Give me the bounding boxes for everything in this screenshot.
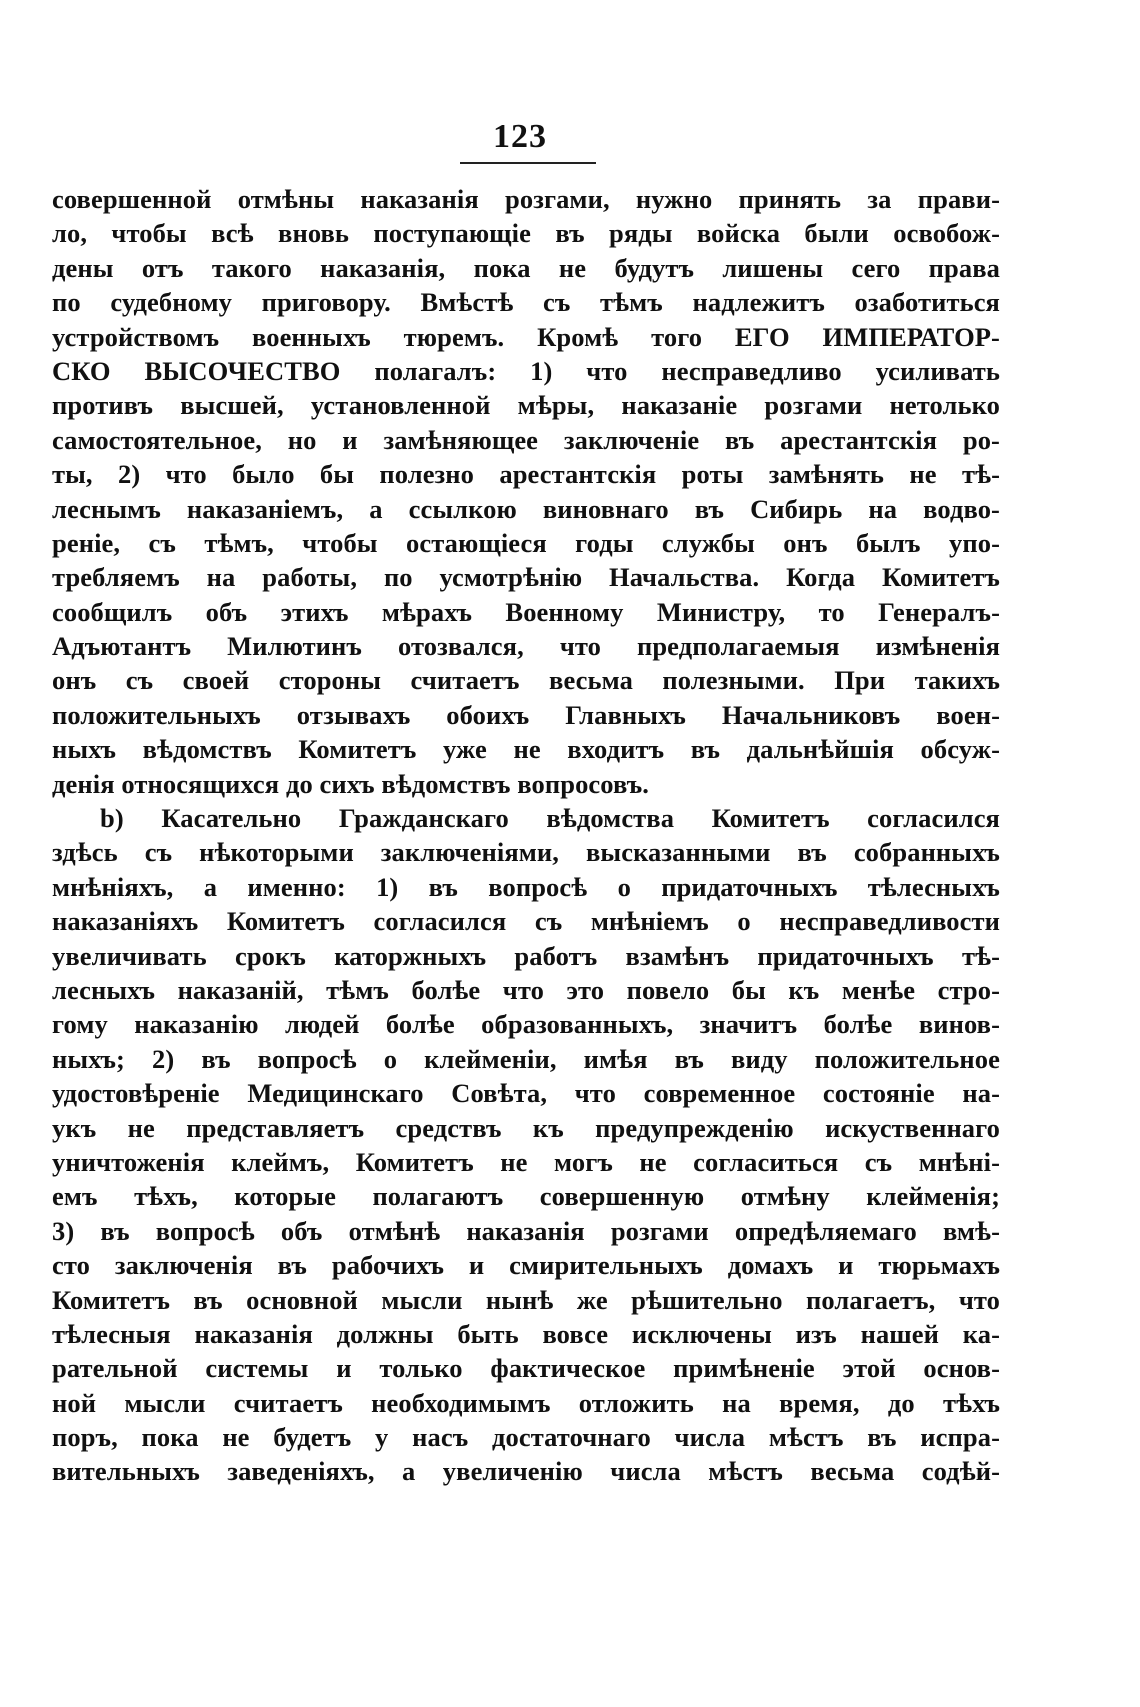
- text-line: по судебному приговору. Вмѣстѣ съ тѣмъ надлежитъ озаботиться: [52, 287, 1000, 318]
- text-line: ты, 2) что было бы полезно арестантскія роты замѣнять не тѣ-: [52, 459, 1000, 490]
- text-line: удостовѣреніе Медицинскаго Совѣта, что современное состояніе на-: [52, 1078, 1000, 1109]
- text-line: денія относящихся до сихъ вѣдомствъ вопросовъ.: [52, 768, 650, 799]
- text-line: 3) въ вопросѣ объ отмѣнѣ наказанія розгами опредѣляемаго вмѣ-: [52, 1215, 1000, 1246]
- text-line: СКО ВЫСОЧЕСТВО полагалъ: 1) что несправедливо усиливать: [52, 355, 1000, 386]
- text-line: тѣлесныя наказанія должны быть вовсе исключены изъ нашей ка-: [52, 1318, 1000, 1349]
- text-line: емъ тѣхъ, которые полагаютъ совершенную отмѣну клейменія;: [52, 1181, 1000, 1212]
- text-line: леснымъ наказаніемъ, а ссылкою виновнаго въ Сибирь на водво-: [52, 493, 1000, 524]
- text-line: совершенной отмѣны наказанія розгами, нужно принять за прави-: [52, 184, 1000, 214]
- text-line: гому наказанію людей болѣе образованныхъ, значитъ болѣе винов-: [52, 1009, 1000, 1040]
- text-line: сто заключенія въ рабочихъ и смирительныхъ домахъ и тюрьмахъ: [52, 1250, 1000, 1281]
- text-line: Комитетъ въ основной мысли нынѣ же рѣшительно полагаетъ, что: [52, 1284, 1000, 1315]
- text-line: лесныхъ наказаній, тѣмъ болѣе что это повело бы къ менѣе стро-: [52, 974, 1000, 1005]
- text-line: реніе, съ тѣмъ, чтобы остающіеся годы службы онъ былъ упо-: [52, 527, 1000, 558]
- text-line: укъ не представляетъ средствъ къ предупрежденію искуственнаго: [52, 1112, 1000, 1143]
- text-line: положительныхъ отзывахъ обоихъ Главныхъ Начальниковъ воен-: [52, 699, 1000, 730]
- text-line: дены отъ такого наказанія, пока не будутъ лишены сего права: [52, 252, 1000, 283]
- text-line: рательной системы и только фактическое примѣненіе этой основ-: [52, 1353, 1000, 1384]
- text-line: устройствомъ военныхъ тюремъ. Кромѣ того ЕГО ИМПЕРАТОР-: [52, 321, 1000, 352]
- text-line: здѣсь съ нѣкоторыми заключеніями, высказанными въ собранныхъ: [52, 837, 1000, 868]
- text-line: самостоятельное, но и замѣняющее заключеніе въ арестантскія ро-: [52, 424, 1000, 455]
- text-line: ныхъ; 2) въ вопросѣ о клейменіи, имѣя въ виду положительное: [52, 1043, 1000, 1074]
- page-number: 123: [493, 118, 547, 155]
- text-line: ной мысли считаетъ необходимымъ отложить на время, до тѣхъ: [52, 1387, 1000, 1418]
- text-line: онъ съ своей стороны считаетъ весьма полезными. При такихъ: [52, 665, 1000, 696]
- text-line: увеличивать срокъ каторжныхъ работъ взамѣнъ придаточныхъ тѣ-: [52, 940, 1000, 971]
- text-line: уничтоженія клеймъ, Комитетъ не могъ не согласиться съ мнѣні-: [52, 1146, 1000, 1177]
- text-line: поръ, пока не будетъ у насъ достаточнаго числа мѣстъ въ испра-: [52, 1422, 1000, 1453]
- text-line: Адъютантъ Милютинъ отозвался, что предполагаемыя измѣненія: [52, 631, 1000, 662]
- text-line: b) Касательно Гражданскаго вѣдомства Комитетъ согласился: [100, 803, 1000, 834]
- text-line: требляемъ на работы, по усмотрѣнію Начальства. Когда Комитетъ: [52, 562, 1000, 593]
- text-line: наказаніяхъ Комитетъ согласился съ мнѣніемъ о несправедливости: [52, 906, 1000, 937]
- text-line: мнѣніяхъ, а именно: 1) въ вопросѣ о придаточныхъ тѣлесныхъ: [52, 871, 1000, 902]
- body-text: [52, 182, 1000, 1489]
- text-line: противъ высшей, установленной мѣры, наказаніе розгами нетолько: [52, 390, 1000, 421]
- text-line: вительныхъ заведеніяхъ, а увеличенію числа мѣстъ весьма содѣй-: [52, 1456, 1000, 1487]
- page-number-rule: [460, 162, 596, 164]
- text-line: сообщилъ объ этихъ мѣрахъ Военному Министру, то Генералъ-: [52, 596, 1000, 627]
- text-line: ло, чтобы всѣ вновь поступающіе въ ряды войска были освобож-: [52, 218, 1000, 249]
- text-line: ныхъ вѣдомствъ Комитетъ уже не входитъ въ дальнѣйшія обсуж-: [52, 734, 1000, 765]
